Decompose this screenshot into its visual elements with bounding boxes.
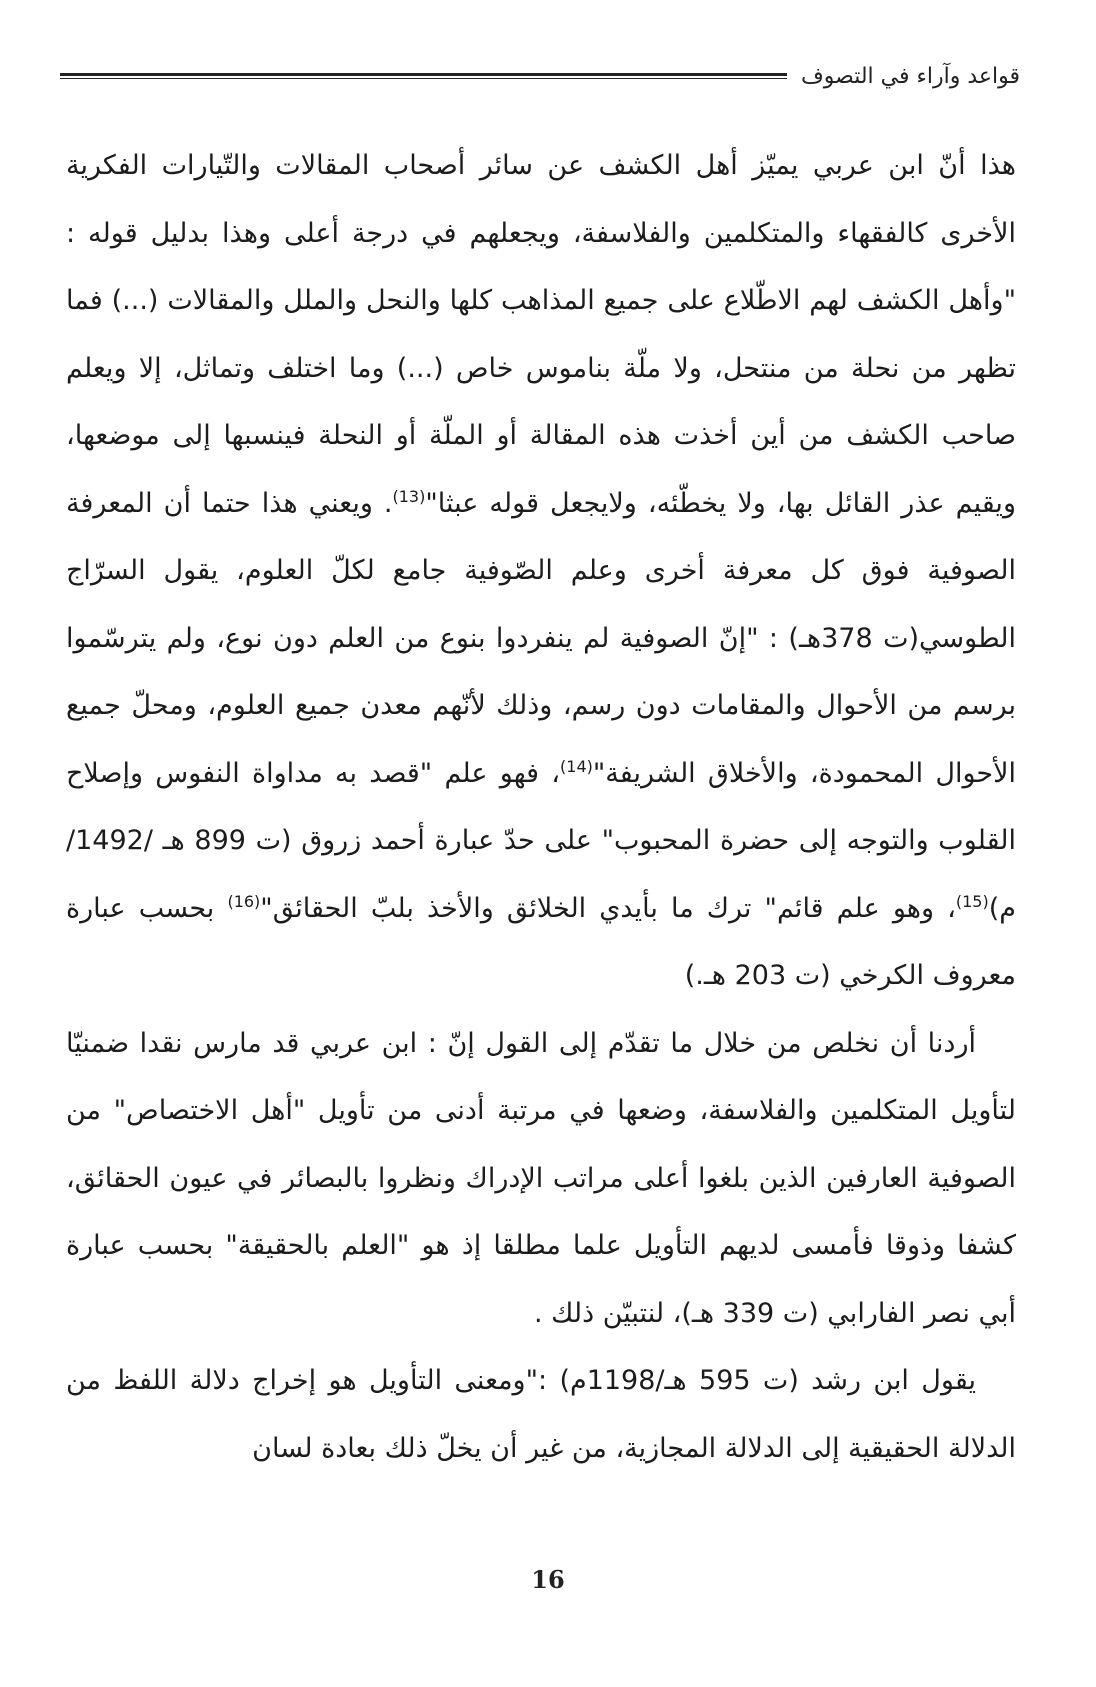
page-number: 16 (531, 1565, 565, 1594)
running-header (60, 56, 1020, 96)
header-title: قواعد وآراء في التصوف (800, 63, 1020, 89)
footnote-ref-13: (13) (392, 486, 426, 506)
paragraph-1-continuation-4: بحسب عبارة معروف الكرخي (ت 203 هـ.) (66, 892, 1016, 991)
paragraph-1-continuation-3: ، وهو علم قائم" ترك ما بأيدي الخلائق والأخذ بلبّ الحقائق" (260, 892, 956, 924)
paragraph-3: يقول ابن رشد (ت 595 هـ/1198م) :"ومعنى التأويل هو إخراج دلالة اللفظ من الدلالة الحقيقية إلى الدلالة المجازية، من غير أن يخلّ ذلك بعادة لسان (66, 1365, 1016, 1464)
footnote-ref-16: (16) (227, 891, 261, 911)
paragraph-2: أردنا أن نخلص من خلال ما تقدّم إلى القول إنّ : ابن عربي قد مارس نقدا ضمنيّا لتأويل المتكلمين والفلاسفة، وضعها في مرتبة أدنى من تأويل "أهل الاختصاص" من الصوفية العارفين الذين بلغوا أعلى مراتب الإدراك ونظروا بالبصائر في عيون الحقائق، كشفا وذوقا فأمسى لديهم التأويل علما مطلقا إذ هو "العلم بالحقيقة" بحسب عبارة أبي نصر الفارابي (ت 339 هـ)، لنتبيّن ذلك . (66, 1027, 1016, 1329)
paragraph-1 (66, 132, 1016, 1010)
header-rule (60, 73, 787, 79)
paragraph-1-continuation-2: ، فهو علم "قصد به مداواة النفوس وإصلاح القلوب والتوجه إلى حضرة المحبوب" على حدّ عبارة أحمد زروق (ت 899 هـ /1492/م) (66, 757, 1016, 924)
paragraph-1-continuation: . ويعني هذا حتما أن المعرفة الصوفية فوق كل معرفة أخرى وعلم الصّوفية جامع لكلّ العلوم، يقول السرّاج الطوسي(ت 378هـ) : "إنّ الصوفية لم ينفردوا بنوع من العلم دون نوع، ولم يترسّموا برسم من الأحوال والمقامات دون رسم، وذلك لأنّهم معدن جميع العلوم، ومحلّ جميع الأحوال المحمودة، والأخلاق الشريفة" (66, 487, 1016, 789)
paragraph-1-text: هذا أنّ ابن عربي يميّز أهل الكشف عن سائر أصحاب المقالات والتّيارات الفكرية الأخرى كالفقهاء والمتكلمين والفلاسفة، ويجعلهم في درجة أعلى وهذا بدليل قوله : "وأهل الكشف لهم الاطّلاع على جميع المذاهب كلها والنحل والملل والمقالات (...) فما تظهر من نحلة من منتحل، ولا ملّة بناموس خاص (...) وما اختلف وتماثل، إلا ويعلم صاحب الكشف من أين أخذت هذه المقالة أو الملّة أو النحلة فينسبها إلى موضعها، ويقيم عذر القائل بها، ولا يخطّئه، ولايجعل قوله عبثا" (66, 150, 1016, 519)
footnote-ref-14: (14) (560, 756, 593, 776)
body-text (66, 132, 1016, 1482)
footnote-ref-15: (15) (955, 891, 989, 911)
